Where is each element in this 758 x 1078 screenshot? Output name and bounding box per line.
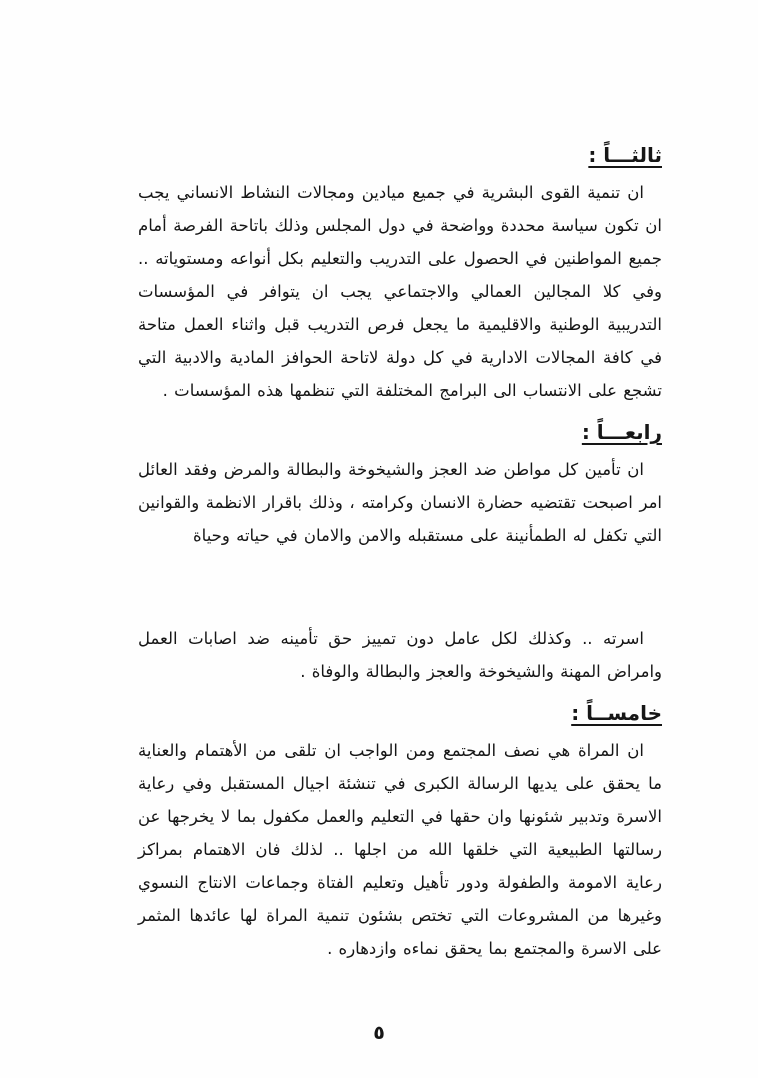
section-fifth xyxy=(138,698,662,965)
section-fifth-heading: خامســاً : xyxy=(571,701,662,725)
section-third-heading: ثالثـــاً : xyxy=(588,143,662,167)
section-fourth-paragraph-1: ان تأمين كل مواطن ضد العجز والشيخوخة والبطالة والمرض وفقد العائل امر اصبحت تقتضيه حضارة الانسان وكرامته ، وذلك باقرار الانظمة والقوانين التي تكفل له الطمأنينة على مستقبله والامن والامان في حياته وحياة xyxy=(138,460,662,545)
section-fourth-paragraph-2: اسرته .. وكذلك لكل عامل دون تمييز حق تأمينه ضد اصابات العمل وامراض المهنة والشيخوخة والعجز والبطالة والوفاة . xyxy=(138,629,662,681)
page-number: ٥ xyxy=(373,1022,385,1044)
section-fourth-heading: رابعـــاً : xyxy=(581,420,662,444)
section-third xyxy=(138,140,662,407)
section-third-paragraph: ان تنمية القوى البشرية في جميع ميادين ومجالات النشاط الانساني يجب ان تكون سياسة محددة وواضحة في دول المجلس وذلك باتاحة الفرصة أمام جميع المواطنين في الحصول على التدريب والتعليم بكل أنواعه ومستوياته .. وفي كلا المجالين العمالي والاجتماعي يجب ان يتوافر في المؤسسات التدريبية الوطنية والاقليمية ما يجعل فرص التدريب قبل واثناء العمل متاحة في كافة المجالات الادارية في كل دولة لاتاحة الحوافز المادية والادبية التي تشجع على الانتساب الى البرامج المختلفة التي تنظمها هذه المؤسسات . xyxy=(138,183,662,400)
paragraph-gap xyxy=(138,552,662,622)
page-content xyxy=(138,140,662,975)
section-fourth xyxy=(138,417,662,688)
section-fifth-paragraph: ان المراة هي نصف المجتمع ومن الواجب ان تلقى من الأهتمام والعناية ما يحقق على يديها الرسالة الكبرى في تنشئة اجيال المستقبل وفي رعاية الاسرة وتدبير شئونها وان حقها في التعليم والعمل مكفول بما لا يخرجها عن رسالتها الطبيعية التي خلقها الله من اجلها .. لذلك فان الاهتمام بمراكز رعاية الامومة والطفولة ودور تأهيل وتعليم الفتاة وجماعات الانتاج النسوي وغيرها من المشروعات التي تختص بشئون تنمية المراة لها عائدها المثمر على الاسرة والمجتمع بما يحقق نماءه وازدهاره . xyxy=(138,741,662,958)
